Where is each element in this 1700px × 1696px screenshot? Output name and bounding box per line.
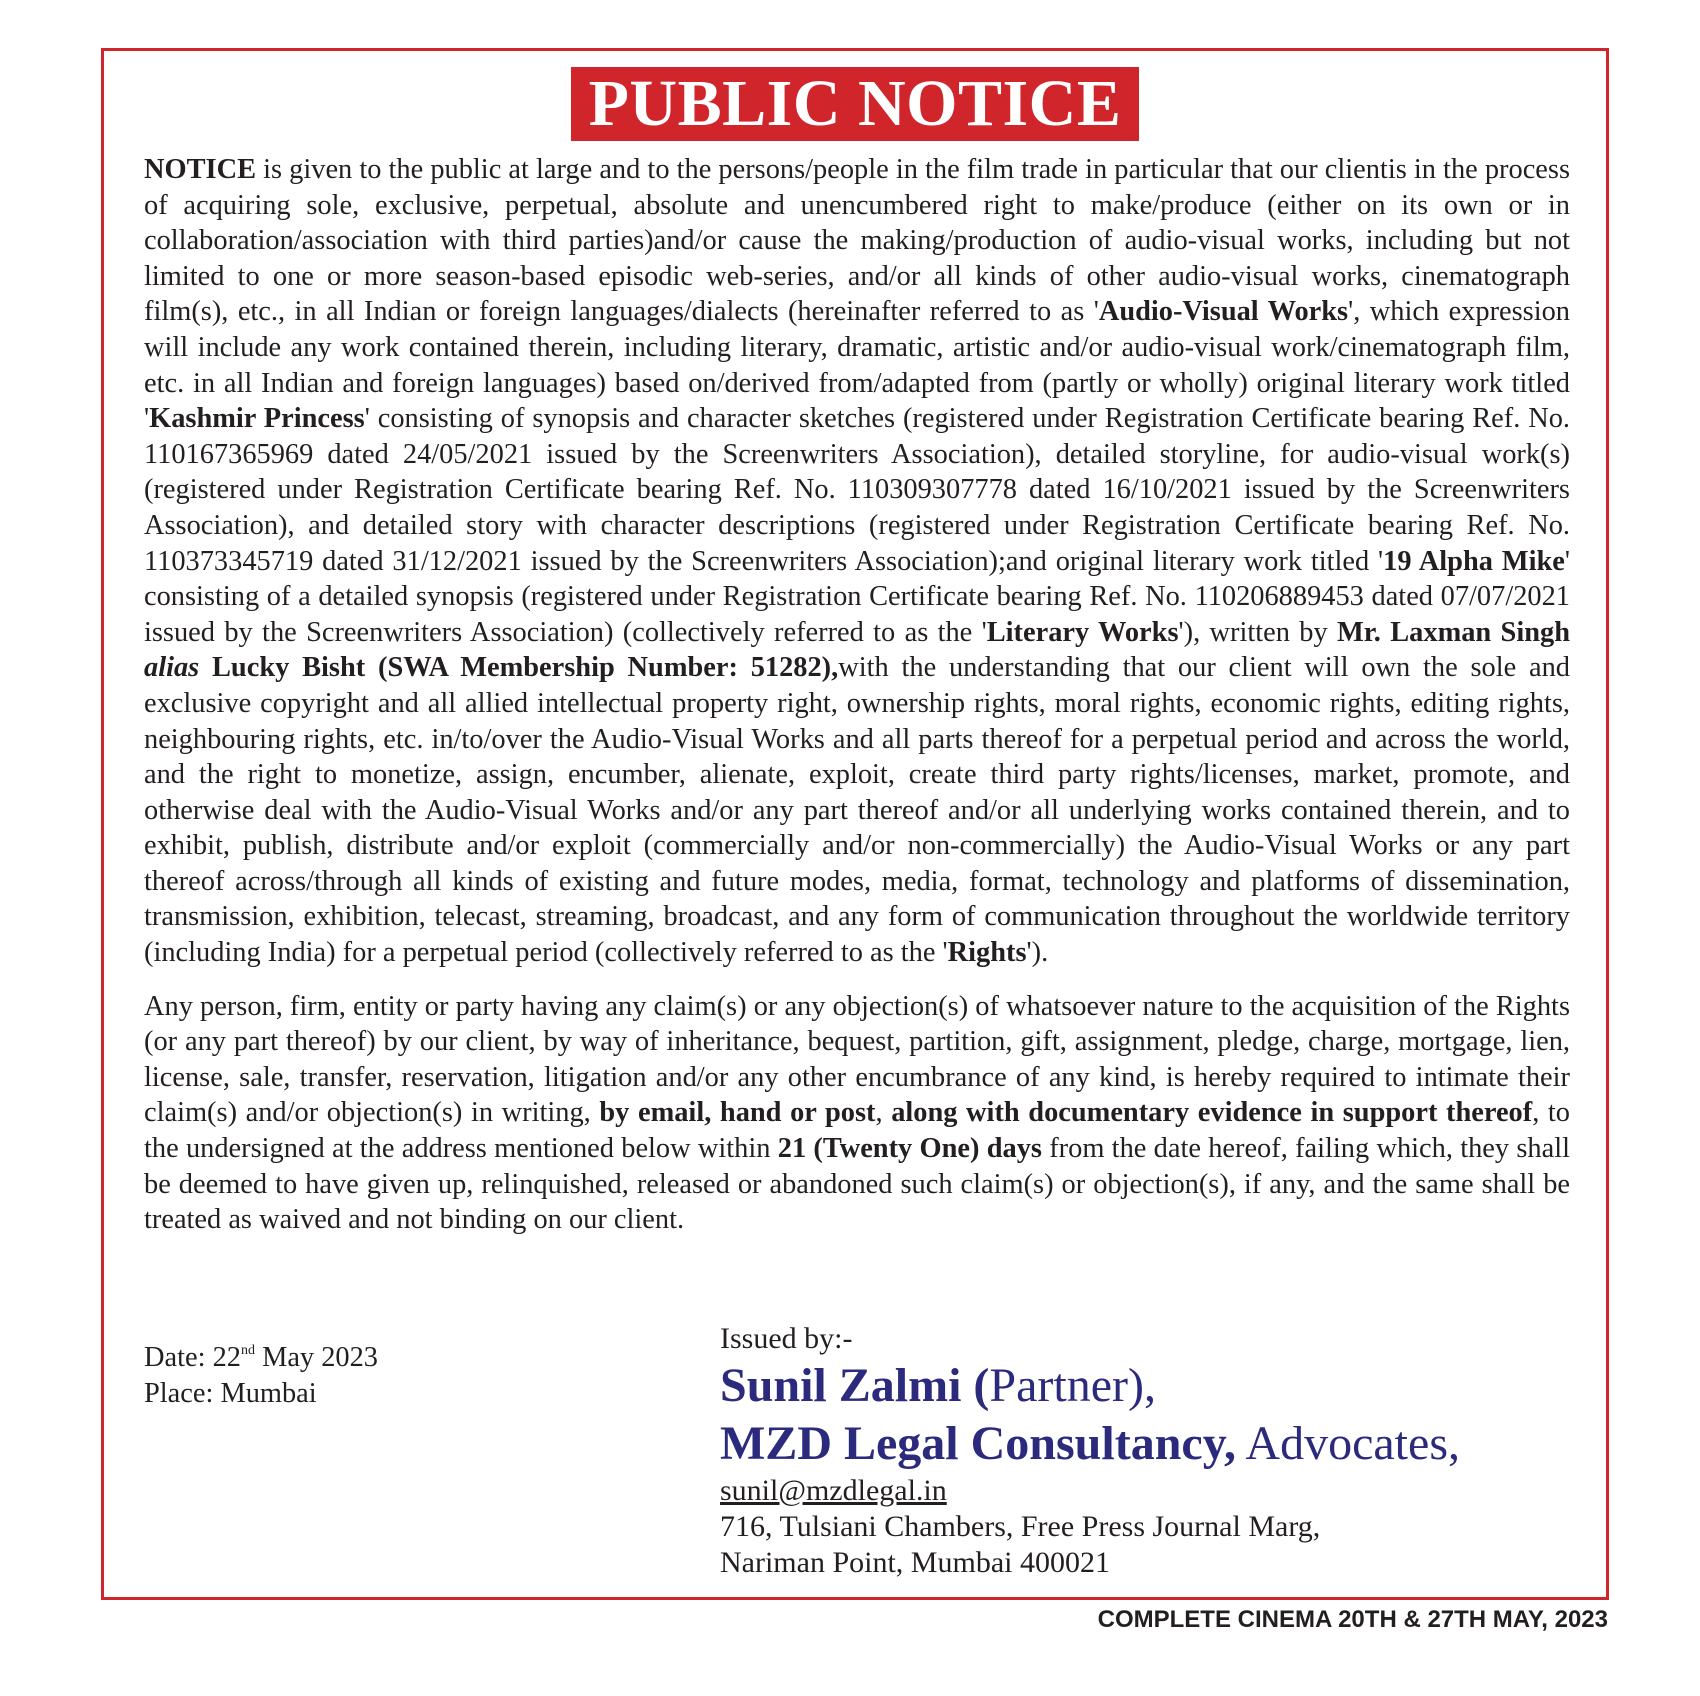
publication-footer: COMPLETE CINEMA 20TH & 27TH MAY, 2023 <box>1097 1606 1608 1633</box>
notice-frame <box>101 48 1609 1600</box>
author-alias: Lucky Bisht (SWA Membership Number: 51282), <box>199 652 839 684</box>
notice-place: Place: Mumbai <box>144 1377 317 1409</box>
notice-title: PUBLIC NOTICE <box>571 67 1140 141</box>
issuer-address-line2: Nariman Point, Mumbai 400021 <box>720 1546 1110 1579</box>
text-span: , to the undersigned at the address mentioned below within <box>144 1097 1570 1165</box>
issuer-email-link[interactable]: sunil@mzdlegal.in <box>720 1474 947 1507</box>
issuer-block <box>720 1321 1460 1581</box>
title-kashmir-princess: Kashmir Princess <box>149 403 365 435</box>
date-place-block <box>144 1333 378 1411</box>
title-19-alpha-mike: 19 Alpha Mike <box>1383 545 1565 577</box>
term-literary-works: Literary Works <box>986 616 1179 648</box>
text-span: with the understanding that our client will own the sole and exclusive copyright and all allied intellectual property right, ownership rights, moral rights, economic rights, editing rights, neighbouring rights, etc. in/to/over the Audio-Visual Works and all parts thereof for a perpetual period and across the world, and the right to monetize, assign, encumber, alienate, exploit, create third party rights/licenses, market, promote, and otherwise deal with the Audio-Visual Works and/or any part thereof and/or all underlying works contained therein, and to exhibit, publish, distribute and/or exploit (commercially and/or non-commercially) the Audio-Visual Works or any part thereof across/through all kinds of existing and future modes, media, format, technology and platforms of dissemination, transmission, exhibition, telecast, streaming, broadcast, and any form of communication throughout the worldwide territory (including India) for a perpetual period (collectively referred to as the ' <box>144 652 1570 969</box>
text-span: Any person, firm, entity or party having any claim(s) or any objection(s) of whatsoever nature to the acquisition of the Rights (or any part thereof) by our client, by way of inheritance, bequest, partition, gift, assignment, pledge, charge, mortgage, lien, license, sale, transfer, reservation, litigation and/or any other encumbrance of any kind, is hereby required to intimate their claim(s) and/or objection(s) in writing, <box>144 990 1570 1129</box>
text-span: ' consisting of a detailed synopsis (registered under Registration Certificate bearing Ref. No. 110206889453 dated 07/07/2021 issued by the Screenwriters Association) (collectively referred to as the ' <box>144 545 1570 648</box>
issued-by-label: Issued by:- <box>720 1322 853 1355</box>
text-span: '), written by <box>1178 616 1338 648</box>
text-span: '). <box>1026 937 1049 969</box>
term-audio-visual-works: Audio-Visual Works <box>1098 296 1349 328</box>
issuer-name: Sunil Zalmi (Partner), <box>720 1359 1157 1412</box>
term-rights: Rights <box>947 937 1027 969</box>
claim-deadline: 21 (Twenty One) days <box>777 1133 1042 1165</box>
author-name: Mr. Laxman Singh <box>1337 616 1571 648</box>
claim-method: by email, hand or post <box>599 1097 876 1129</box>
issuer-firm: MZD Legal Consultancy, Advocates, <box>720 1417 1460 1470</box>
notice-lead: NOTICE <box>144 154 257 185</box>
title-wrap <box>104 67 1606 141</box>
paragraph-1 <box>144 152 1570 971</box>
text-span: , <box>875 1097 892 1129</box>
text-span: from the date hereof, failing which, they shall be deemed to have given up, relinquished, released or abandoned such claim(s) or objection(s), if any, and the same shall be treated as waived and not binding on our client. <box>144 1133 1570 1236</box>
text-span: ' consisting of synopsis and character sketches (registered under Registration Certificate bearing Ref. No. 110167365969 dated 24/05/2021 issued by the Screenwriters Association), detailed storyline, for audio-visual work(s) (registered under Registration Certificate bearing Ref. No. 110309307778 dated 16/10/2021 issued by the Screenwriters Association), and detailed story with character descriptions (registered under Registration Certificate bearing Ref. No. 110373345719 dated 31/12/2021 issued by the Screenwriters Association);and original literary work titled ' <box>144 403 1570 577</box>
text-span: ', which expression will include any work contained therein, including literary, dramatic, artistic and/or audio-visual work/cinematograph film, etc. in all Indian and foreign languages) based on/derived from/adapted from (partly or wholly) original literary work titled ' <box>144 296 1571 435</box>
notice-body <box>144 152 1570 1238</box>
claim-evidence: along with documentary evidence in support thereof <box>891 1097 1533 1129</box>
paragraph-2 <box>144 989 1570 1238</box>
author-alias-word: alias <box>144 652 200 684</box>
notice-date: Date: 22nd May 2023 <box>144 1342 379 1373</box>
text-span: is given to the public at large and to the persons/people in the film trade in particular that our clientis in the process of acquiring sole, exclusive, perpetual, absolute and unencumbered right to make/produce (either on its own or in collaboration/association with third parties)and/or cause the making/production of audio-visual works, including but not limited to one or more season-based episodic web-series, and/or all kinds of other audio-visual works, cinematograph film(s), etc., in all Indian or foreign languages/dialects (hereinafter referred to as ' <box>144 154 1570 328</box>
issuer-address-line1: 716, Tulsiani Chambers, Free Press Journal Marg, <box>720 1510 1321 1543</box>
